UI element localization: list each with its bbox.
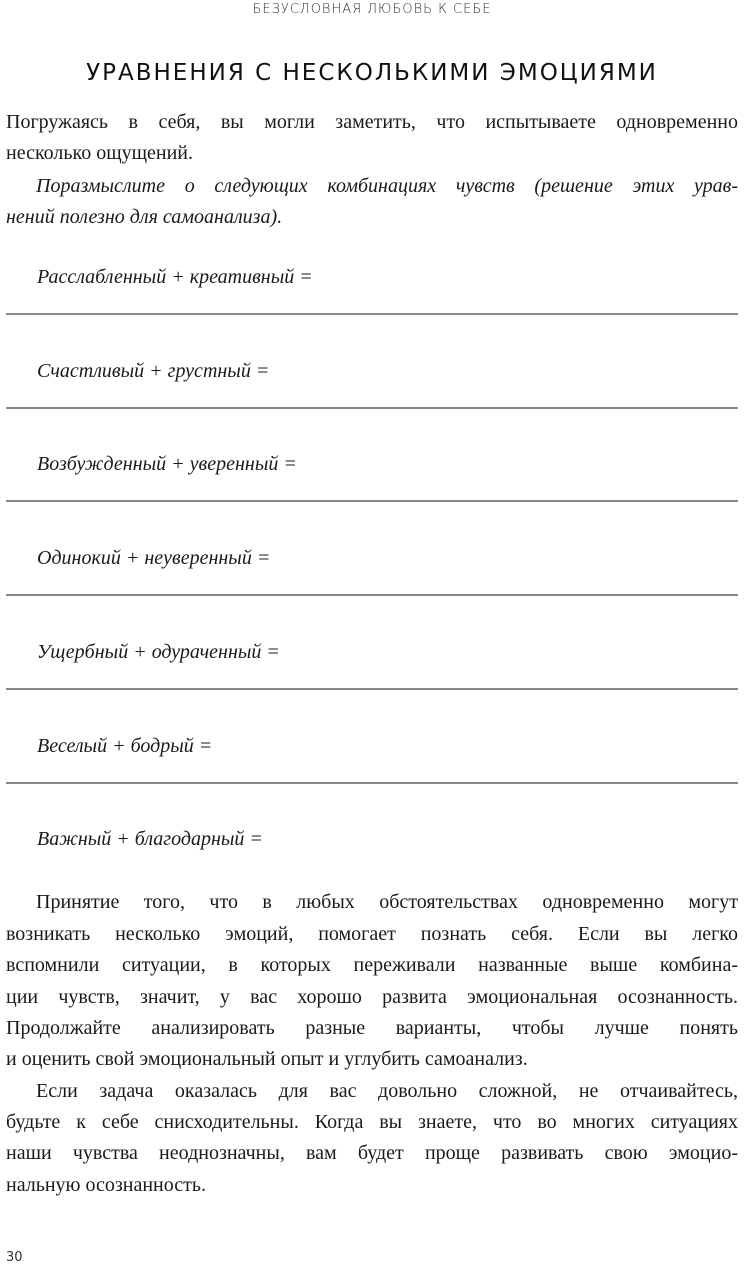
instruction-line: Поразмыслите о следующих комбинациях чувств (решение этих урав- [36, 175, 738, 197]
equation-prompt: Важный + благодарный = [37, 828, 263, 850]
answer-line[interactable] [6, 782, 738, 784]
equation-prompt: Одинокий + неуверенный = [37, 547, 271, 569]
paragraph-line: возникать несколько эмоций, помогает познать себя. Если вы легко [6, 923, 738, 945]
intro-line: несколько ощущений. [6, 142, 193, 164]
paragraph-line: вспомнили ситуации, в которых переживали названные выше комбина- [6, 954, 738, 976]
paragraph-line: наши чувства неоднозначны, вам будет проще развивать свою эмоцио- [6, 1142, 738, 1164]
paragraph-line: ции чувств, значит, у вас хорошо развита эмоциональная осознанность. [6, 986, 738, 1008]
instruction-line: нений полезно для самоанализа). [6, 206, 283, 228]
equation-prompt: Расслабленный + креативный = [37, 266, 313, 288]
running-header: БЕЗУСЛОВНАЯ ЛЮБОВЬ К СЕБЕ [252, 2, 492, 17]
paragraph-line: Принятие того, что в любых обстоятельствах одновременно могут [36, 891, 738, 913]
paragraph-line: Продолжайте анализировать разные варианты, чтобы лучше понять [6, 1017, 738, 1039]
equation-prompt: Ущербный + одураченный = [37, 641, 280, 663]
paragraph-line: Если задача оказалась для вас довольно сложной, не отчаивайтесь, [36, 1080, 738, 1102]
section-title: УРАВНЕНИЯ С НЕСКОЛЬКИМИ ЭМОЦИЯМИ [86, 60, 658, 86]
intro-line: Погружаясь в себя, вы могли заметить, что испытываете одновременно [6, 111, 738, 133]
answer-line[interactable] [6, 313, 738, 315]
paragraph-line: нальную осознанность. [6, 1174, 206, 1196]
answer-line[interactable] [6, 407, 738, 409]
answer-line[interactable] [6, 594, 738, 596]
answer-line[interactable] [6, 688, 738, 690]
paragraph-line: и оценить свой эмоциональный опыт и углубить самоанализ. [6, 1048, 528, 1070]
equation-prompt: Веселый + бодрый = [37, 735, 213, 757]
equation-prompt: Счастливый + грустный = [37, 360, 270, 382]
paragraph-line: будьте к себе снисходительны. Когда вы знаете, что во многих ситуациях [6, 1111, 738, 1133]
answer-line[interactable] [6, 500, 738, 502]
page-number: 30 [6, 1250, 23, 1265]
equation-prompt: Возбужденный + уверенный = [37, 453, 297, 475]
